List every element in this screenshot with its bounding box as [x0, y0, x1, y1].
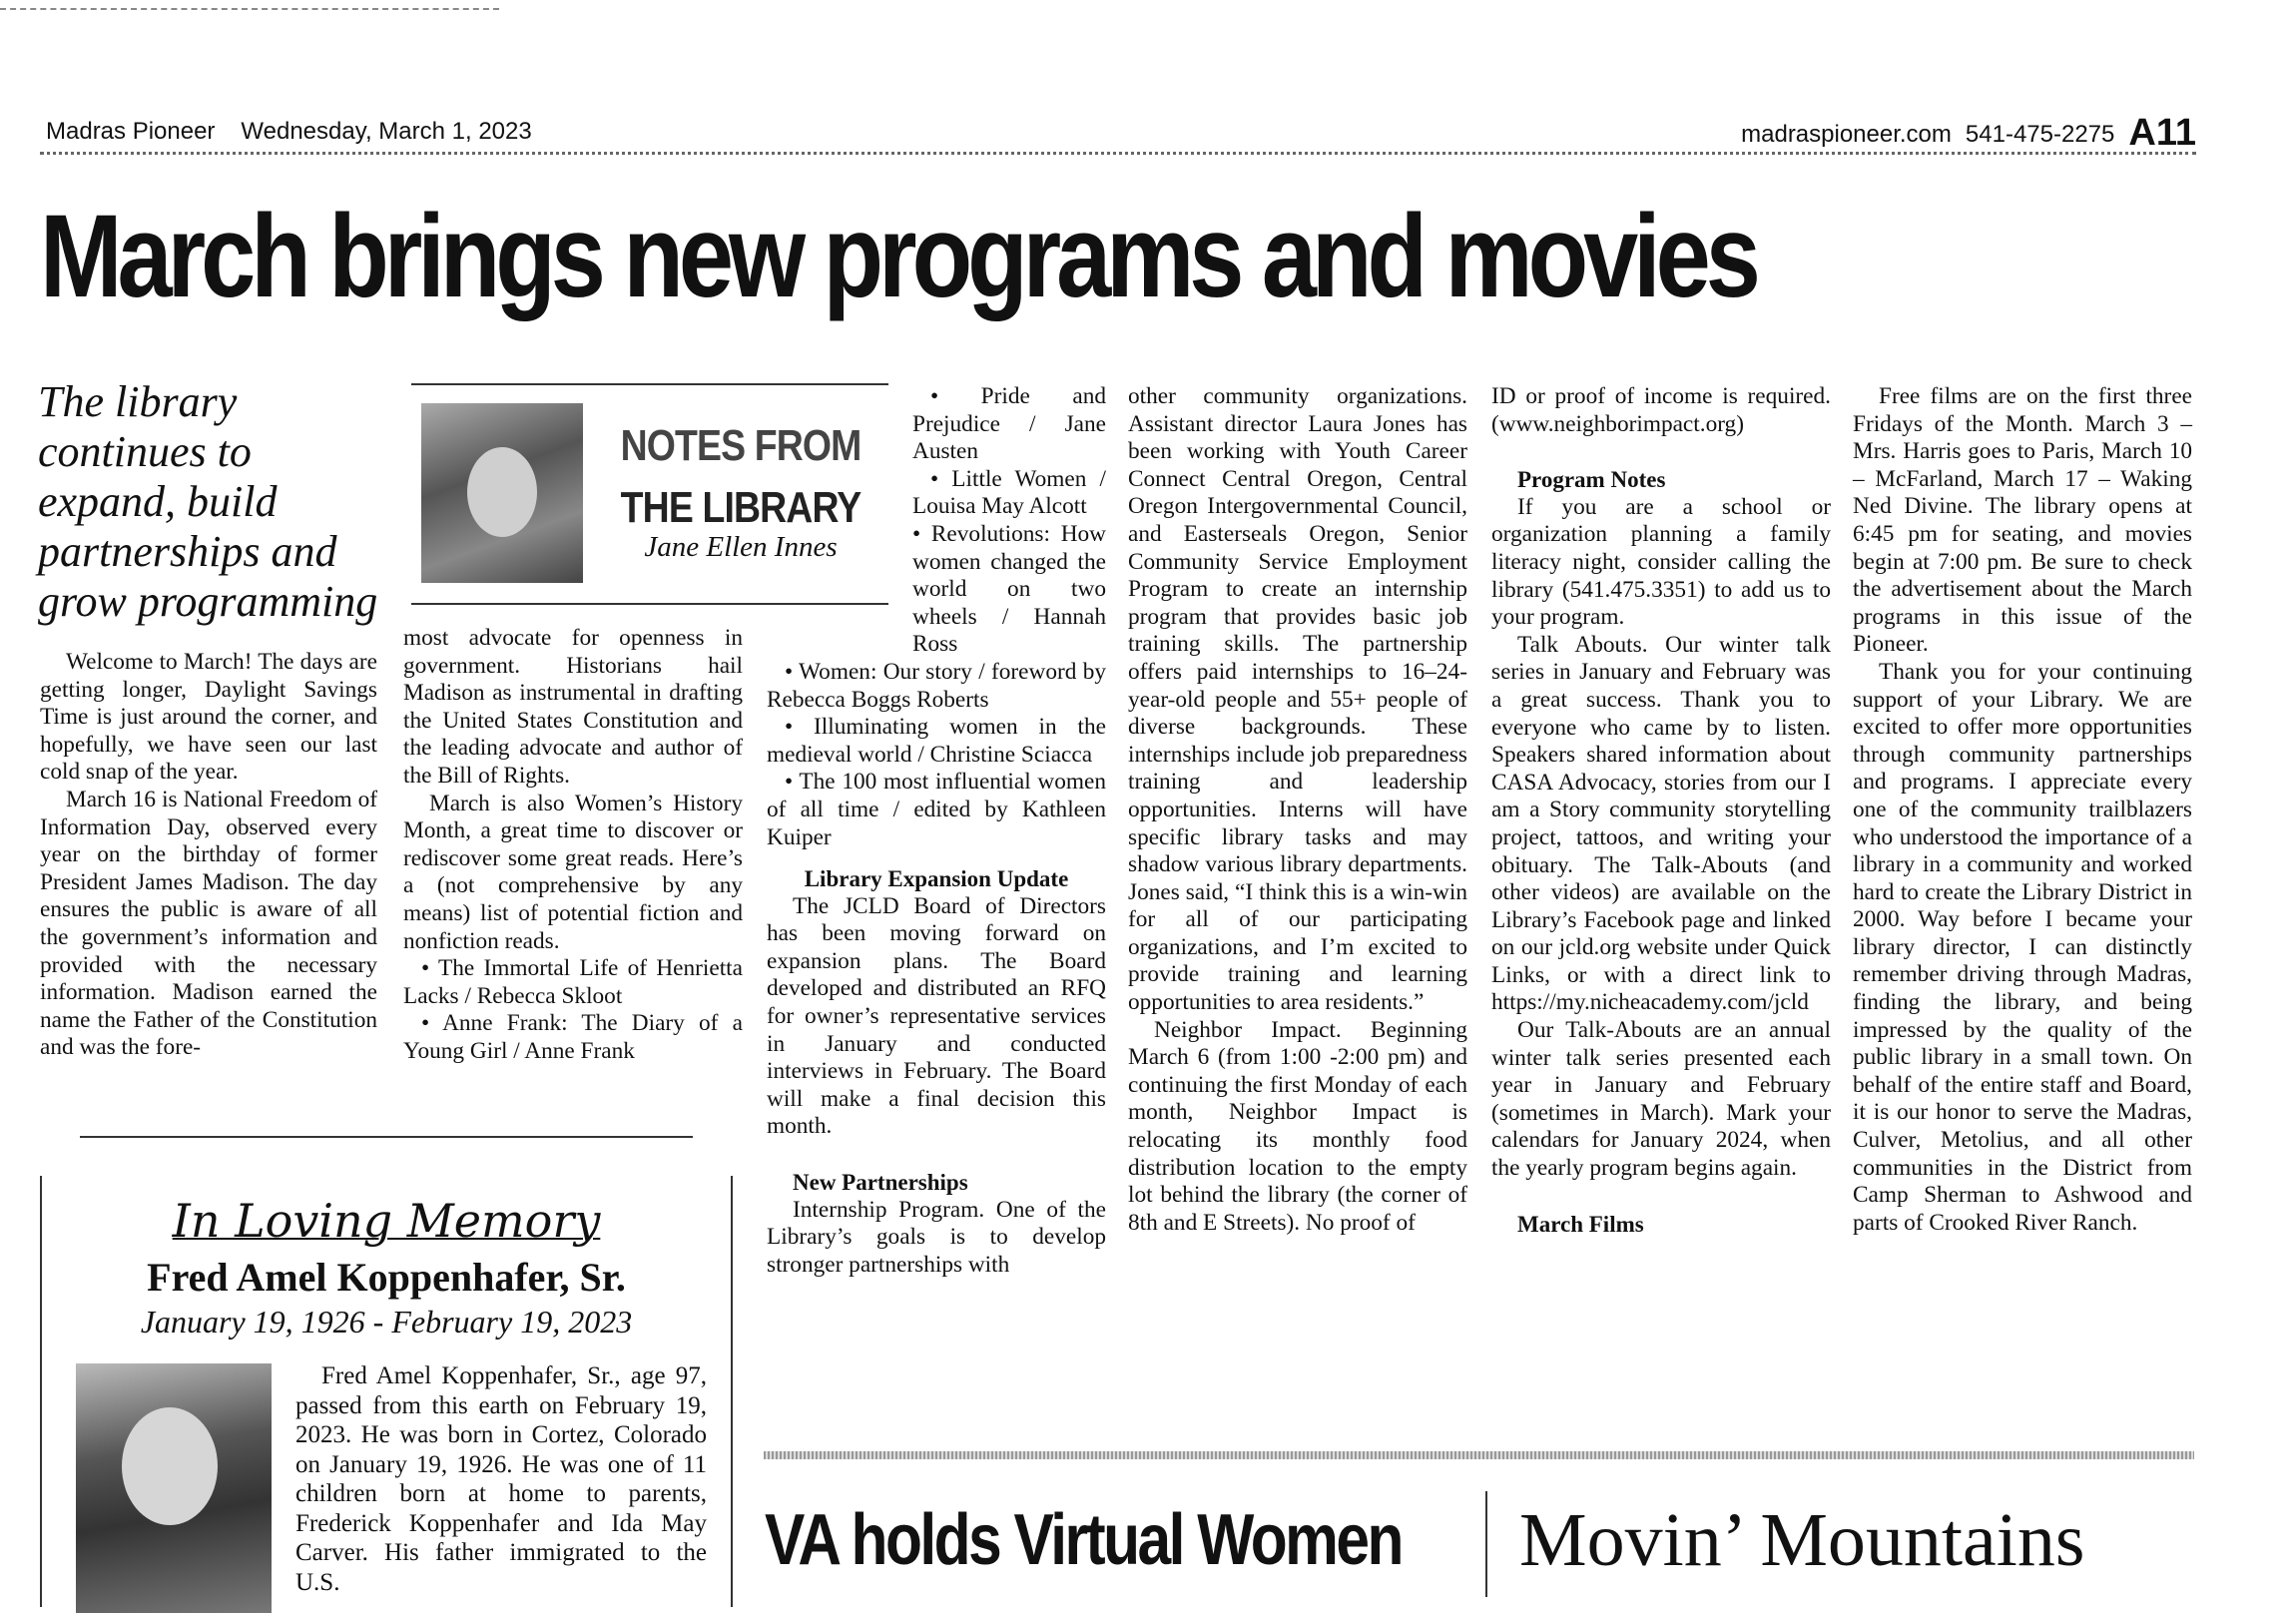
- section-heading: Program Notes: [1517, 467, 1666, 493]
- paragraph: The JCLD Board of Directors has been moving forward on expansion plans. The Board developed and distributed an RFQ for owner’s representative services in January and conducted interviews in February. The Board will make a final decision this month.: [767, 892, 1106, 1140]
- phone-number: 541-475-2275: [1965, 121, 2115, 148]
- book-list-item: • Pride and Prejudice / Jane Austen: [912, 383, 1106, 465]
- article-headline: March brings new programs and movies: [40, 191, 1756, 322]
- author-photo: [421, 403, 583, 583]
- paragraph: ID or proof of income is required. (www.neighborimpact.org): [1491, 383, 1831, 437]
- section-heading: Library Expansion Update: [804, 866, 1069, 892]
- book-list-item: • Little Women / Louisa May Alcott: [912, 465, 1106, 520]
- paragraph: Our Talk-Abouts are an annual winter talk series presented each year in January and February (sometimes in March). Mark your calendars for January 2024, when the yearly program begins again.: [1491, 1017, 1831, 1182]
- box-corner-notch: [40, 1136, 80, 1176]
- header-right: [1727, 112, 2196, 155]
- article-column-6: [1853, 383, 2192, 1237]
- article-column-2: [403, 625, 743, 1066]
- paper-name: Madras Pioneer: [46, 118, 216, 145]
- obituary-photo: [76, 1363, 272, 1613]
- obituary-dates: January 19, 1926 - February 19, 2023: [140, 1304, 633, 1340]
- section-heading: March Films: [1517, 1211, 1644, 1237]
- obituary-heading: In Loving Memory: [172, 1194, 601, 1248]
- issue-date: Wednesday, March 1, 2023: [241, 118, 532, 145]
- column-title-line2: THE LIBRARY: [620, 483, 861, 532]
- obituary-name: Fred Amel Koppenhafer, Sr.: [147, 1255, 626, 1300]
- column-author: Jane Ellen Innes: [644, 531, 838, 563]
- paragraph: If you are a school or organization planning a family literacy night, consider calling the library (541.475.3351) to add us to your program.: [1491, 493, 1831, 631]
- paragraph: Fred Amel Koppenhafer, Sr., age 97, passed from this earth on February 19, 2023. He was born in Cortez, Colorado on January 19, 1926. He was one of 11 children born at home to parents, Frederick Koppenhafer and Ida May Carver. His father immigrated to the U.S.: [295, 1362, 707, 1596]
- paragraph: most advocate for openness in government. Historians hail Madison as instrumental in drafting the United States Constitution and the leading advocate and author of the Bill of Rights.: [403, 625, 743, 789]
- book-list-item: • Anne Frank: The Diary of a Young Girl / Anne Frank: [403, 1010, 743, 1064]
- section-divider: [764, 1451, 2194, 1459]
- paragraph: March is also Women’s History Month, a great time to discover or rediscover some great reads. Here’s a (not comprehensive by any means) list of potential fiction and nonfiction reads.: [403, 790, 743, 954]
- paragraph: Welcome to March! The days are getting longer, Daylight Savings Time is just around the corner, and hopefully, we have seen our last cold snap of the year.: [40, 649, 377, 786]
- paragraph: other community organizations. Assistant director Laura Jones has been working with Youth Career Connect Central Oregon, Central Oregon Intergovernmental Council, and Easterseals Oregon, Senior Community Service Employment Program to create an internship program that provides basic job training skills. The partnership offers paid internships to 16–24-year-old people and 55+ people of diverse backgrounds. These internships include job preparedness training and leadership opportunities. Interns will have specific library tasks and may shadow various library departments. Jones said, “I think this is a win-win for all of our participating organizations, and I’m excited to provide training and learning opportunities to area residents.”: [1128, 383, 1467, 1016]
- book-list-item: • Revolutions: How women changed the world on two wheels / Hannah Ross: [912, 520, 1106, 658]
- article-column-5: [1491, 383, 1831, 1238]
- next-article-headline: VA holds Virtual Women: [765, 1500, 1402, 1580]
- book-list-item: • The Immortal Life of Henrietta Lacks / Rebecca Skloot: [403, 955, 743, 1009]
- paragraph: March 16 is National Freedom of Information Day, observed every year on the birthday of former President James Madison. The day ensures the public is aware of all the government’s information and provided with the necessary information. Madison earned the name the Father of the Constitution and was the fore-: [40, 786, 377, 1061]
- paragraph: Thank you for your continuing support of your Library. We are excited to offer more opportunities through community partnerships and programs. I appreciate every one of the community trailblazers who understood the importance of a library in a community and worked hard to create the Library District in 2000. Way before I became your library director, I can distinctly remember driving through Madras, finding the library, and being impressed by the quality of the public library in a small town. On behalf of the entire staff and Board, it is our honor to serve the Madras, Culver, Metolius, and all other communities in the District from Camp Sherman to Ashwood and parts of Crooked River Ranch.: [1853, 658, 2192, 1236]
- obituary-face: [122, 1407, 218, 1525]
- book-list-item: • Illuminating women in the medieval world / Christine Sciacca: [767, 714, 1106, 768]
- column-divider: [1485, 1491, 1487, 1597]
- paragraph: Talk Abouts. Our winter talk series in January and February was a great success. Thank you to everyone who came by to listen. Speakers shared information about CASA Advocacy, stories from our I am a Story community storytelling project, tattoos, and writing your obituary. The Talk-Abouts (and other videos) are available on the Library’s Facebook page and linked on our jcld.org website under Quick Links, or with a direct link to https://my.nicheacademy.com/jcld: [1491, 631, 1831, 1016]
- website: madraspioneer.com: [1741, 121, 1952, 148]
- column-title-line1: NOTES FROM: [620, 421, 861, 470]
- book-list-item: • The 100 most influential women of all time / edited by Kathleen Kuiper: [767, 769, 1106, 850]
- obituary-box: [40, 1136, 733, 1607]
- box-corner-notch: [693, 1136, 733, 1176]
- next-article-headline-2: Movin’ Mountains: [1519, 1498, 2085, 1582]
- obituary-text: [295, 1361, 707, 1597]
- article-deck: The library continues to expand, build partnerships and grow programming: [38, 377, 378, 626]
- author-face: [467, 447, 537, 537]
- scan-edge-line: [0, 8, 499, 10]
- page-header: [40, 112, 2196, 155]
- article-column-1: [40, 649, 377, 1062]
- paragraph: Internship Program. One of the Library’s goals is to develop stronger partnerships with: [767, 1196, 1106, 1278]
- article-column-3: [767, 383, 1106, 1279]
- header-left: [46, 118, 532, 146]
- book-list-item: • Women: Our story / foreword by Rebecca Boggs Roberts: [767, 658, 1106, 713]
- page-number: A11: [2128, 112, 2196, 154]
- section-heading: New Partnerships: [793, 1170, 968, 1196]
- paragraph: Free films are on the first three Fridays of the Month. March 3 – Mrs. Harris goes to Paris, March 10 – McFarland, March 17 – Waking Ned Divine. The library opens at 6:45 pm for seating, and movies begin at 7:00 pm. Be sure to check the advertisement about the March programs in this issue of the Pioneer.: [1853, 383, 2192, 658]
- article-column-4: [1128, 383, 1467, 1237]
- paragraph: Neighbor Impact. Beginning March 6 (from 1:00 -2:00 pm) and continuing the first Monday of each month, Neighbor Impact is relocating its monthly food distribution location to the empty lot behind the library (the corner of 8th and E Streets). No proof of: [1128, 1016, 1467, 1236]
